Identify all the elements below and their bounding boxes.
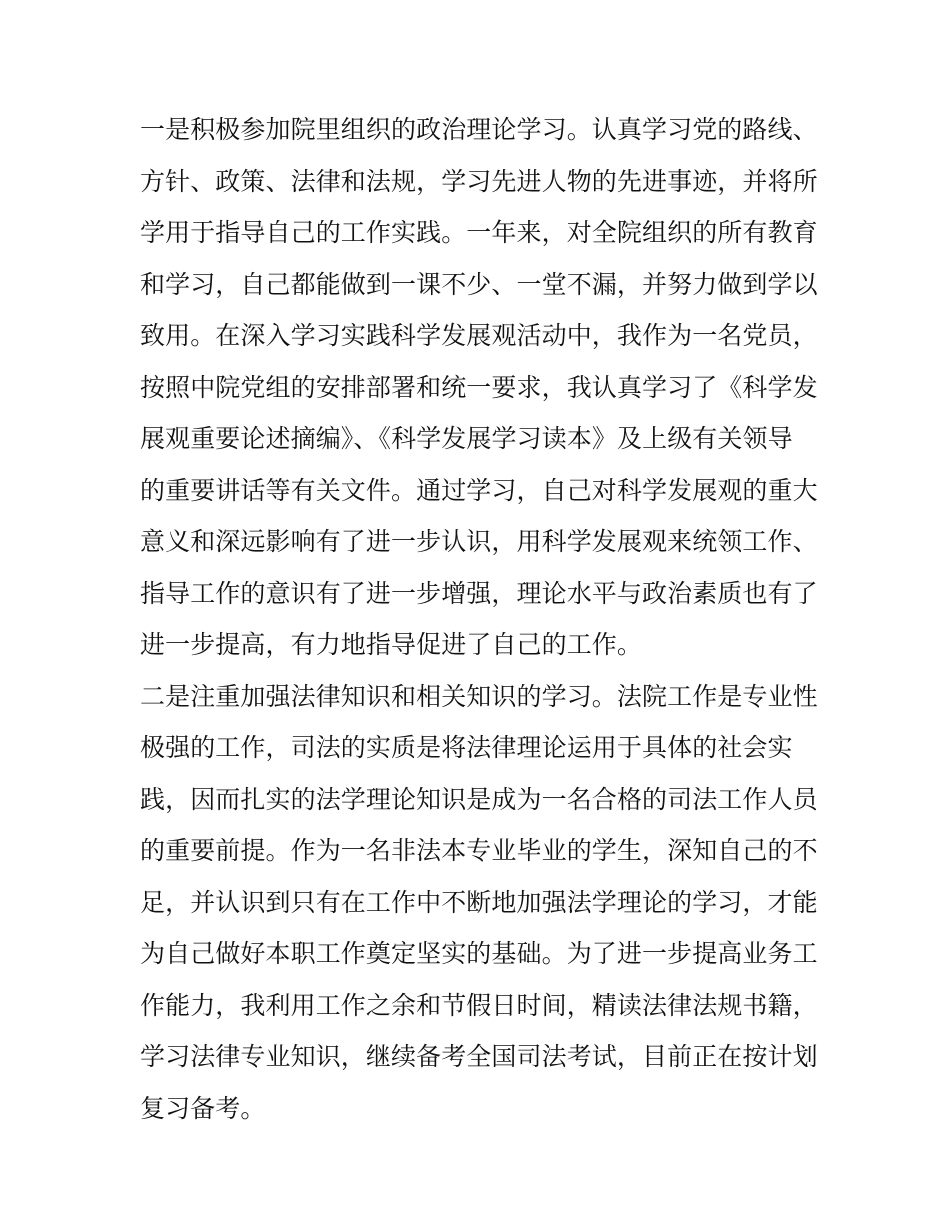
paragraph-political-study (140, 104, 820, 671)
text-line: 一是积极参加院里组织的政治理论学习。认真学习党的路线、 (140, 115, 818, 144)
text-line: 意义和深远影响有了进一步认识，用科学发展观来统领工作、 (140, 527, 818, 556)
text-line: 极强的工作，司法的实质是将法律理论运用于具体的社会实 (140, 733, 793, 762)
text-line: 指导工作的意识有了进一步增强，理论水平与政治素质也有了 (140, 578, 818, 608)
text-line: 学习法律专业知识，继续备考全国司法考试，目前正在按计划 (140, 1042, 818, 1071)
paragraph-legal-study (140, 671, 820, 1135)
text-line: 和学习，自己都能做到一课不少、一堂不漏，并努力做到学以 (140, 269, 818, 299)
text-line: 按照中院党组的安排部署和统一要求，我认真学习了《科学发 (140, 372, 818, 402)
text-line: 足，并认识到只有在工作中不断地加强法学理论的学习，才能 (140, 887, 818, 917)
text-line: 作能力，我利用工作之余和节假日时间，精读法律法规书籍， (140, 990, 818, 1020)
text-line: 的重要讲话等有关文件。通过学习，自己对科学发展观的重大 (140, 475, 818, 505)
text-line: 方针、政策、法律和法规，学习先进人物的先进事迹，并将所 (140, 166, 818, 196)
text-line: 践，因而扎实的法学理论知识是成为一名合格的司法工作人员 (140, 784, 818, 814)
text-line: 的重要前提。作为一名非法本专业毕业的学生，深知自己的不 (140, 836, 818, 865)
document-body (140, 104, 820, 1134)
text-line: 致用。在深入学习实践科学发展观活动中，我作为一名党员， (140, 321, 818, 350)
text-line: 为自己做好本职工作奠定坚实的基础。为了进一步提高业务工 (140, 939, 818, 968)
text-line: 进一步提高，有力地指导促进了自己的工作。 (140, 630, 643, 659)
text-line: 展观重要论述摘编》、《科学发展学习读本》及上级有关领导 (140, 424, 793, 453)
text-line: 学用于指导自己的工作实践。一年来，对全院组织的所有教育 (140, 218, 818, 247)
text-line: 二是注重加强法律知识和相关知识的学习。法院工作是专业性 (140, 681, 818, 711)
text-line: 复习备考。 (140, 1093, 266, 1123)
